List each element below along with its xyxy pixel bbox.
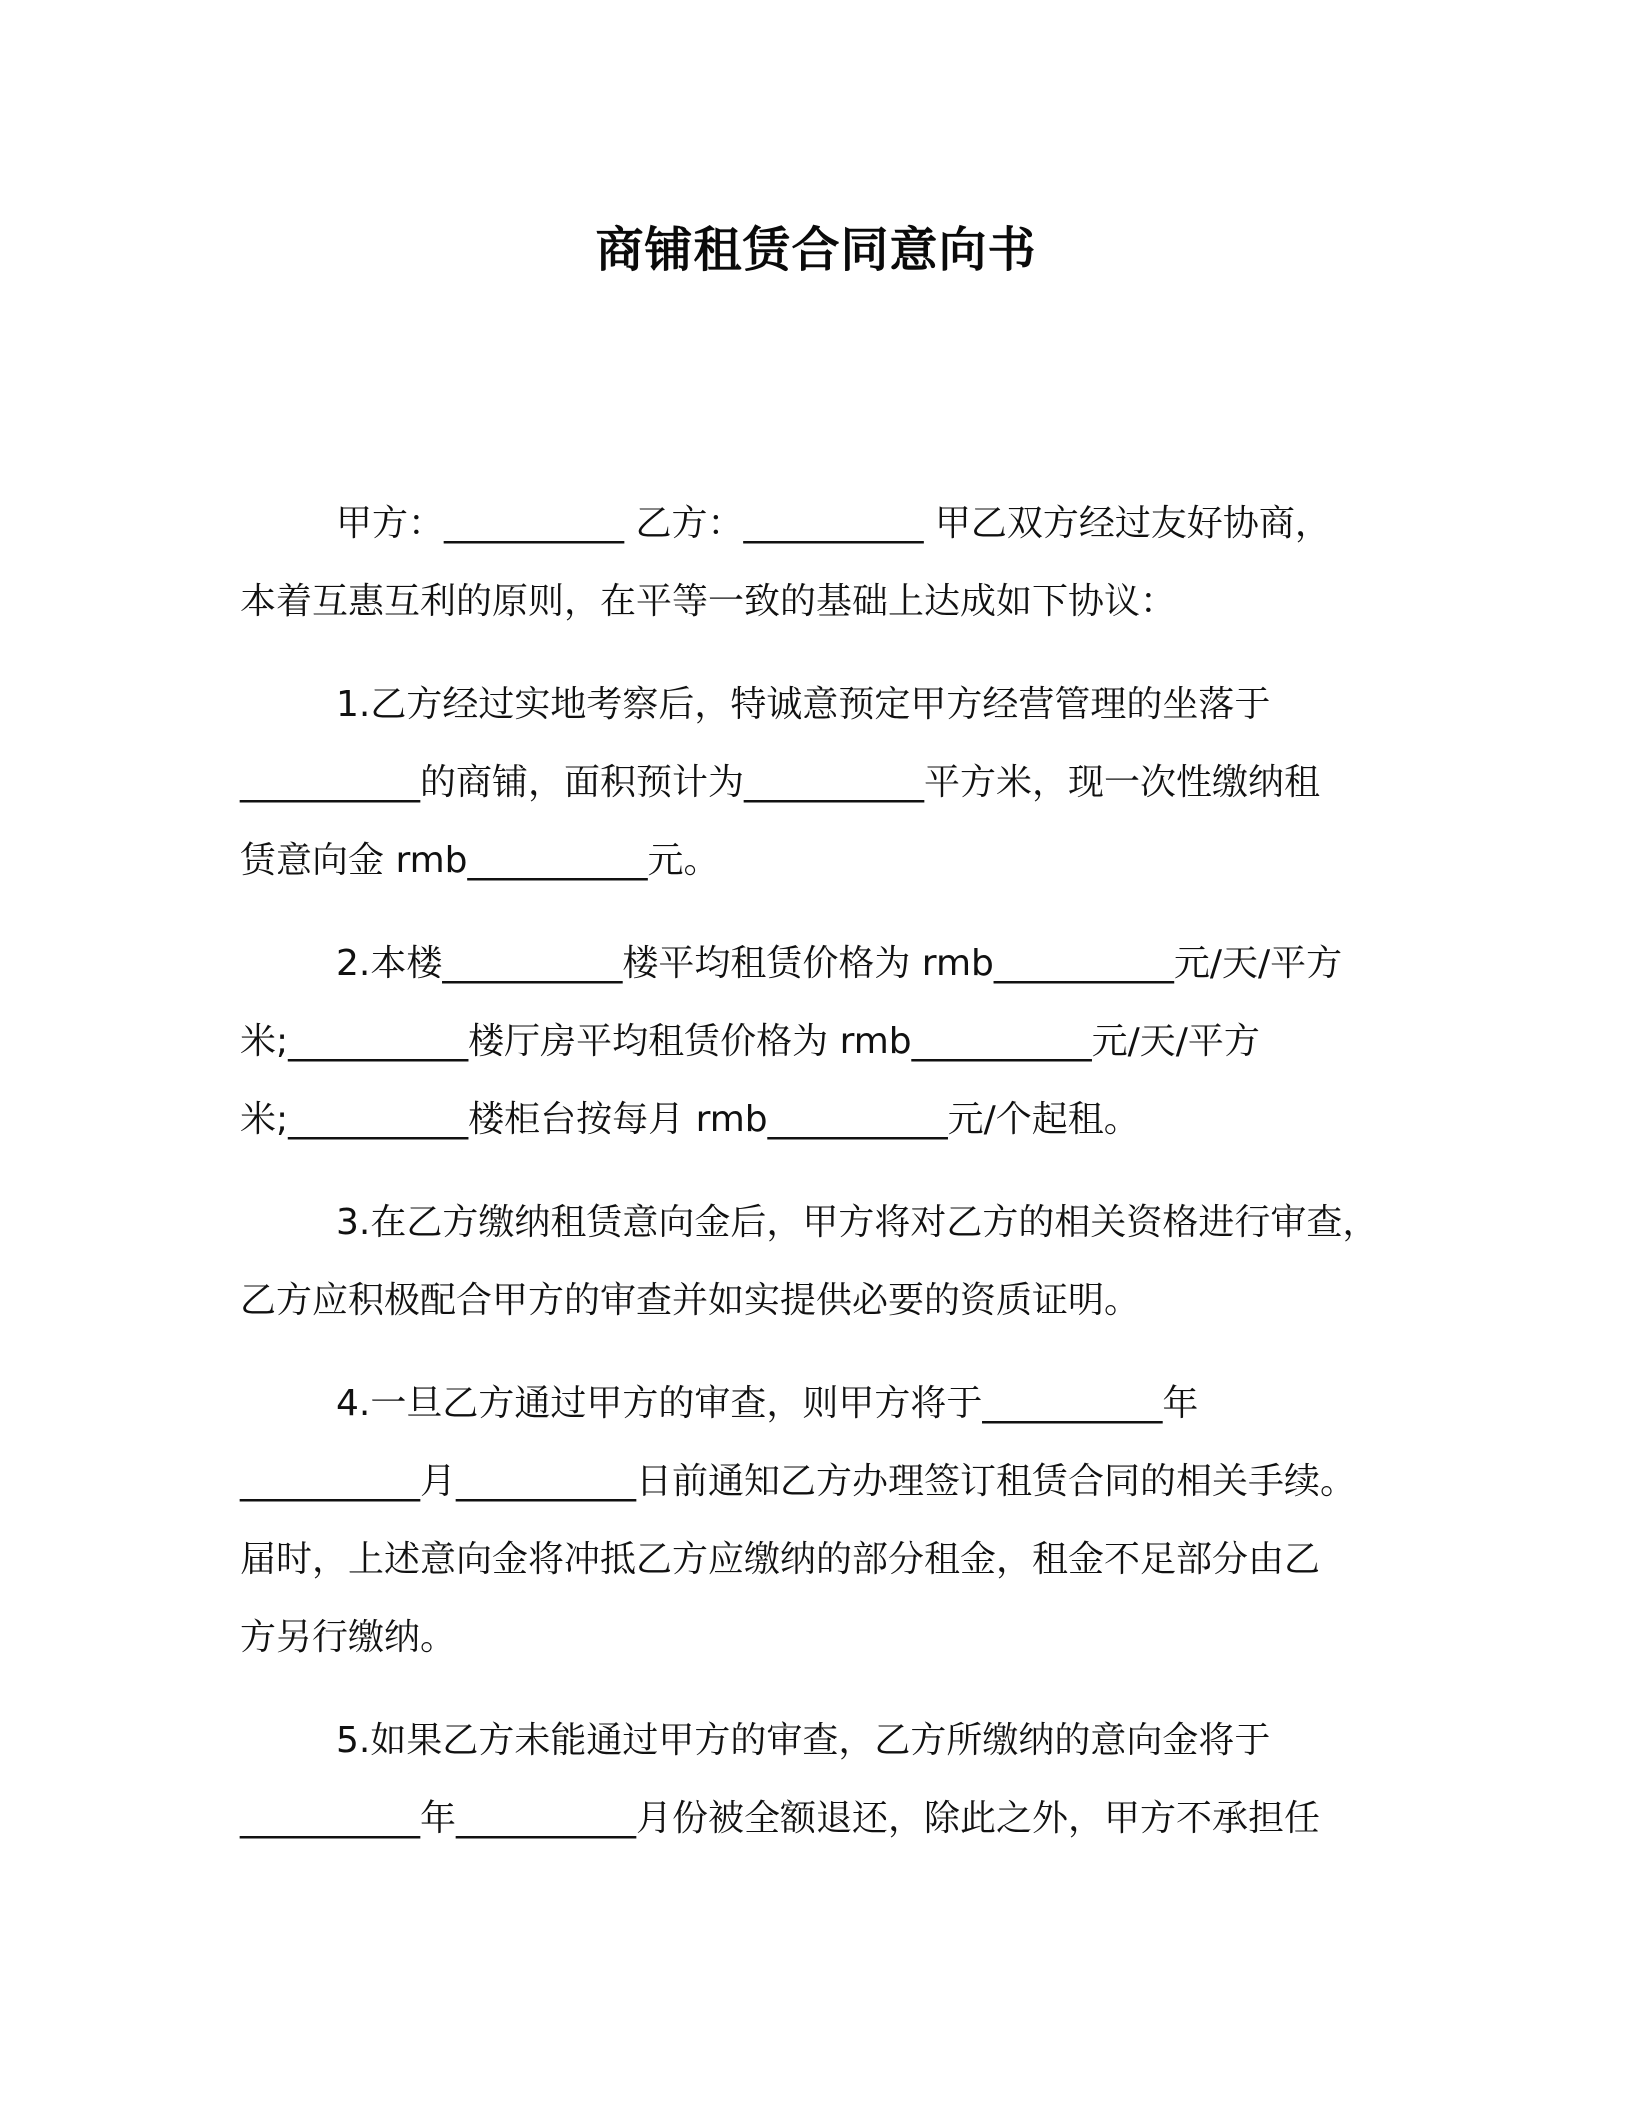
- paragraph-line: 届时，上述意向金将冲抵乙方应缴纳的部分租金，租金不足部分由乙: [240, 1539, 1321, 1580]
- paragraph-line: 5.如果乙方未能通过甲方的审查，乙方所缴纳的意向金将于: [336, 1720, 1271, 1761]
- document-body: [240, 485, 1420, 1883]
- paragraph-line: __________年__________月份被全额退还，除此之外，甲方不承担任: [240, 1798, 1321, 1839]
- paragraph-clause-3: [240, 1184, 1420, 1340]
- paragraph-clause-4: [240, 1365, 1420, 1677]
- paragraph-clause-2: [240, 925, 1420, 1159]
- paragraph-line: 赁意向金 rmb__________元。: [240, 840, 720, 881]
- paragraph-line: 1.乙方经过实地考察后，特诚意预定甲方经营管理的坐落于: [336, 684, 1271, 725]
- paragraph-line: 2.本楼__________楼平均租赁价格为 rmb__________元/天/平方: [336, 943, 1343, 984]
- paragraph-line: 本着互惠互利的原则，在平等一致的基础上达成如下协议：: [240, 581, 1177, 622]
- paragraph-line: 甲方：__________ 乙方：__________ 甲乙双方经过友好协商，: [336, 503, 1331, 544]
- paragraph-parties: [240, 485, 1420, 641]
- paragraph-line: 4.一旦乙方通过甲方的审查，则甲方将于__________年: [336, 1383, 1199, 1424]
- paragraph-line: __________月__________日前通知乙方办理签订租赁合同的相关手续。: [240, 1461, 1357, 1502]
- document-title: 商铺租赁合同意向书: [595, 222, 1037, 278]
- paragraph-line: 乙方应积极配合甲方的审查并如实提供必要的资质证明。: [240, 1280, 1141, 1321]
- paragraph-line: __________的商铺，面积预计为__________平方米，现一次性缴纳租: [240, 762, 1321, 803]
- paragraph-line: 方另行缴纳。: [240, 1617, 457, 1658]
- paragraph-line: 3.在乙方缴纳租赁意向金后，甲方将对乙方的相关资格进行审查，: [336, 1202, 1379, 1243]
- paragraph-clause-1: [240, 666, 1420, 900]
- paragraph-line: 米;__________楼厅房平均租赁价格为 rmb__________元/天/平方: [240, 1021, 1260, 1062]
- paragraph-line: 米;__________楼柜台按每月 rmb__________元/个起租。: [240, 1099, 1140, 1140]
- paragraph-clause-5: [240, 1702, 1420, 1858]
